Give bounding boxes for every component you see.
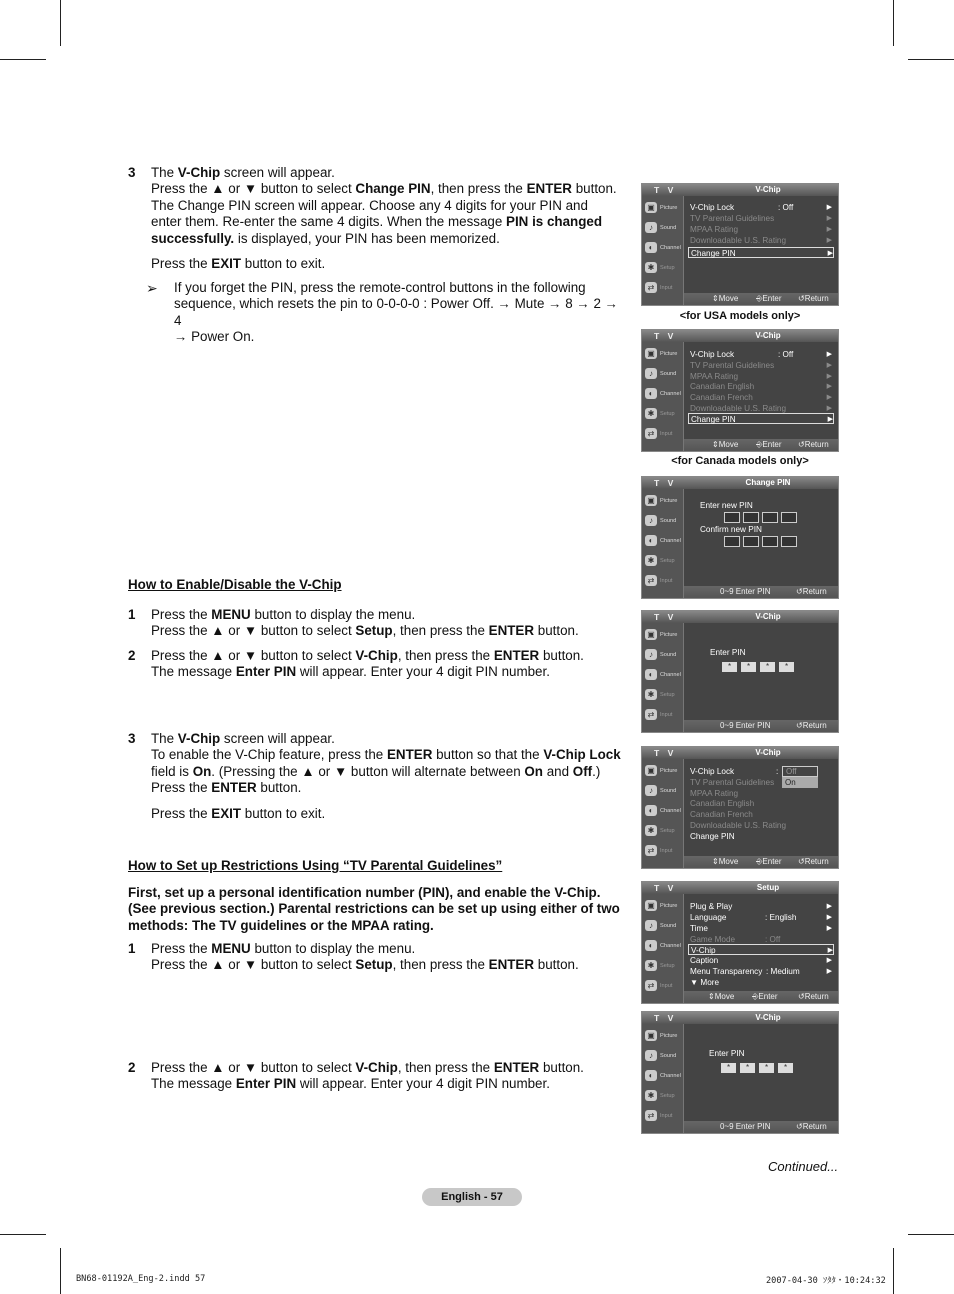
- crop-mark: [908, 1234, 954, 1235]
- note-arrow-icon: ➢: [146, 280, 158, 296]
- step-1-menu-parental: 1 Press the MENU button to display the menu. Press the ▲ or ▼ button to select Setup, then press the ENTER button.: [128, 941, 579, 973]
- menu-more[interactable]: ▼ More: [690, 978, 720, 987]
- picture-icon: ▣: [645, 629, 657, 640]
- step-number: 3: [128, 165, 136, 180]
- tv-screen-change-pin: T V Change PIN ▣ Picture ♪ Sound ◐ Channel ✱ Setup ⇄ Input Enter new PIN Confirm new PIN 0~9 Enter PIN ↺ Return: [641, 476, 839, 599]
- step-1-menu: 1 Press the MENU button to display the menu. Press the ▲ or ▼ button to select Setup, then press the ENTER button.: [128, 607, 579, 639]
- picture-icon: ▣: [645, 1030, 657, 1041]
- menu-canadian-english[interactable]: Canadian English: [690, 799, 755, 808]
- menu-language[interactable]: Language : English ▶: [690, 913, 832, 922]
- pin-star[interactable]: *: [721, 1063, 736, 1073]
- menu-vchip-lock[interactable]: V-Chip Lock : Off ▶: [690, 350, 832, 359]
- channel-icon: ◐: [645, 242, 657, 253]
- page-number-badge: English - 57: [422, 1188, 522, 1206]
- menu-canadian-english[interactable]: Canadian English ▶: [690, 382, 832, 391]
- menu-downloadable[interactable]: Downloadable U.S. Rating ▶: [690, 236, 832, 245]
- pin-star[interactable]: *: [778, 1063, 793, 1073]
- menu-vchip[interactable]: V-Chip ▶: [688, 944, 834, 955]
- channel-icon: ◐: [645, 535, 657, 546]
- channel-icon: ◐: [645, 1070, 657, 1081]
- pin-digit-box[interactable]: [724, 536, 740, 547]
- input-icon: ⇄: [645, 575, 657, 586]
- pin-digit-box[interactable]: [743, 512, 759, 523]
- pin-star[interactable]: *: [779, 662, 794, 672]
- caption-usa: <for USA models only>: [679, 310, 801, 322]
- pin-digit-box[interactable]: [762, 512, 778, 523]
- picture-icon: ▣: [645, 495, 657, 506]
- tv-screen-vchip-lock-toggle: T V V-Chip ▣ Picture ♪ Sound ◐ Channel ✱ Setup ⇄ Input V-Chip Lock : Off On TV Parental Guidelines MPAA Rating Canadian English Canadian French Downloadable U.S. Rating Change PIN ⇕ Move ⎆ Enter ↺ Return: [641, 746, 839, 869]
- crop-mark: [893, 1248, 894, 1294]
- pin-star[interactable]: *: [741, 662, 756, 672]
- continued-label: Continued...: [768, 1159, 839, 1174]
- pin-digit-box[interactable]: [781, 536, 797, 547]
- crop-mark: [0, 1234, 46, 1235]
- input-icon: ⇄: [645, 980, 657, 991]
- input-icon: ⇄: [645, 1110, 657, 1121]
- input-icon: ⇄: [645, 428, 657, 439]
- confirm-new-pin-label: Confirm new PIN: [700, 525, 762, 534]
- menu-canadian-french[interactable]: Canadian French ▶: [690, 393, 832, 402]
- sound-icon: ♪: [645, 649, 657, 660]
- step-3-enable-lock: 3 The V-Chip screen will appear. To enable the V-Chip feature, press the ENTER button so that the V-Chip Lock field is On. (Pressing the ▲ or ▼ button will alternate between On and Off.) Press the ENTER button. Press the EXIT button to exit.: [128, 731, 621, 821]
- menu-tv-parental[interactable]: TV Parental Guidelines ▶: [690, 214, 832, 223]
- option-on[interactable]: On: [782, 777, 818, 788]
- setup-icon: ✱: [645, 825, 657, 836]
- crop-mark: [60, 1248, 61, 1294]
- pin-star[interactable]: *: [760, 662, 775, 672]
- menu-game-mode[interactable]: Game Mode : Off: [690, 935, 781, 944]
- channel-icon: ◐: [645, 940, 657, 951]
- caption-canada: <for Canada models only>: [671, 455, 809, 467]
- sound-icon: ♪: [645, 920, 657, 931]
- sound-icon: ♪: [645, 785, 657, 796]
- crop-mark: [0, 59, 46, 60]
- option-off[interactable]: Off: [782, 766, 818, 777]
- step-2-select-vchip: 2 Press the ▲ or ▼ button to select V-Chip, then press the ENTER button. The message Enter PIN will appear. Enter your 4 digit PIN number.: [128, 648, 584, 680]
- menu-caption[interactable]: Caption ▶: [690, 956, 832, 965]
- pin-digit-box[interactable]: [743, 536, 759, 547]
- sound-icon: ♪: [645, 1050, 657, 1061]
- menu-time[interactable]: Time ▶: [690, 924, 832, 933]
- pin-digit-box[interactable]: [762, 536, 778, 547]
- chevron-down-icon: ▼: [690, 978, 701, 987]
- pin-star[interactable]: *: [722, 662, 737, 672]
- setup-icon: ✱: [645, 555, 657, 566]
- enter-pin-label: Enter PIN: [709, 1049, 745, 1058]
- input-icon: ⇄: [645, 282, 657, 293]
- step-3-change-pin: 3 The V-Chip screen will appear. Press the ▲ or ▼ button to select Change PIN, then press the ENTER button. The Change PIN screen will appear. Choose any 4 digits for your PIN and enter them. Re-enter the same 4 digits. When the message PIN is changed successfully. is displayed, your PIN has been memorized. Press the EXIT button to exit.: [128, 165, 617, 272]
- menu-tv-parental[interactable]: TV Parental Guidelines: [690, 778, 775, 787]
- menu-change-pin[interactable]: Change PIN ▶: [688, 413, 834, 424]
- input-icon: ⇄: [645, 709, 657, 720]
- channel-icon: ◐: [645, 669, 657, 680]
- tv-screen-vchip-canada: T V V-Chip ▣ Picture ♪ Sound ◐ Channel ✱ Setup ⇄ Input V-Chip Lock : Off ▶ TV Parental Guidelines ▶ MPAA Rating ▶ Canadian English ▶ Canadian French ▶ Downloadable U.S. Rating ▶ Change PIN ▶ ⇕ Move ⎆ Enter ↺ Return: [641, 329, 839, 452]
- menu-vchip-lock[interactable]: V-Chip Lock :: [690, 767, 779, 776]
- move-hint: ⇕ Move: [712, 294, 739, 303]
- enter-pin-label: Enter PIN: [710, 648, 746, 657]
- enter-hint: ⎆ Enter: [756, 294, 782, 303]
- picture-icon: ▣: [645, 900, 657, 911]
- sound-icon: ♪: [645, 222, 657, 233]
- menu-mpaa[interactable]: MPAA Rating: [690, 789, 739, 798]
- sound-icon: ♪: [645, 515, 657, 526]
- tv-screen-enter-pin: T V V-Chip ▣ Picture ♪ Sound ◐ Channel ✱ Setup ⇄ Input Enter PIN * * * * 0~9 Enter PIN ↺ Return: [641, 610, 839, 733]
- tv-screen-enter-pin-2: T V V-Chip ▣ Picture ♪ Sound ◐ Channel ✱ Setup ⇄ Input Enter PIN * * * * 0~9 Enter PIN ↺ Return: [641, 1011, 839, 1134]
- pin-digit-box[interactable]: [781, 512, 797, 523]
- footer-date: 2007-04-30 ｿﾀﾀ・10:24:32: [766, 1276, 886, 1286]
- heading-enable-vchip: How to Enable/Disable the V-Chip: [128, 577, 342, 592]
- menu-change-pin[interactable]: Change PIN ▶: [688, 247, 834, 258]
- menu-mpaa[interactable]: MPAA Rating ▶: [690, 372, 832, 381]
- menu-downloadable[interactable]: Downloadable U.S. Rating ▶: [690, 404, 832, 413]
- menu-change-pin[interactable]: Change PIN: [690, 832, 735, 841]
- crop-mark: [908, 59, 954, 60]
- pin-digit-box[interactable]: [724, 512, 740, 523]
- tv-screen-setup: T V Setup ▣ Picture ♪ Sound ◐ Channel ✱ Setup ⇄ Input Plug & Play ▶ Language : English ▶ Time ▶ Game Mode : Off V-Chip ▶ Caption ▶ Menu Transparency : Medium ▶ ▼ More ⇕ Move ⎆ Enter ↺ Return: [641, 881, 839, 1004]
- pin-reset-note: ➢ If you forget the PIN, press the remote-control buttons in the following sequence, which resets the pin to 0-0-0-0 : Power Off. → Mute → 8 → 2 → 4 → Power On.: [146, 280, 619, 345]
- menu-transparency[interactable]: Menu Transparency : Medium ▶: [690, 967, 832, 976]
- channel-icon: ◐: [645, 388, 657, 399]
- picture-icon: ▣: [645, 348, 657, 359]
- menu-canadian-french[interactable]: Canadian French: [690, 810, 753, 819]
- setup-icon: ✱: [645, 960, 657, 971]
- menu-plug-play[interactable]: Plug & Play ▶: [690, 902, 832, 911]
- return-hint: ↺ Return: [798, 294, 829, 303]
- picture-icon: ▣: [645, 765, 657, 776]
- channel-icon: ◐: [645, 805, 657, 816]
- setup-icon: ✱: [645, 1090, 657, 1101]
- menu-mpaa[interactable]: MPAA Rating ▶: [690, 225, 832, 234]
- picture-icon: ▣: [645, 202, 657, 213]
- input-icon: ⇄: [645, 845, 657, 856]
- crop-mark: [893, 0, 894, 46]
- menu-vchip-lock[interactable]: V-Chip Lock : Off ▶: [690, 203, 832, 212]
- setup-icon: ✱: [645, 262, 657, 273]
- enter-new-pin-label: Enter new PIN: [700, 501, 753, 510]
- crop-mark: [60, 0, 61, 46]
- tv-screen-vchip-usa: T V V-Chip ▣ Picture ♪ Sound ◐ Channel ✱ Setup ⇄ Input V-Chip Lock : Off ▶ TV Parental Guidelines ▶ MPAA Rating ▶ Downloadable U.S. Rating ▶ Change PIN ▶ ⇕ Move ⎆ Enter ↺ Return: [641, 183, 839, 306]
- footer-file: BN68-01192A_Eng-2.indd 57: [76, 1274, 206, 1284]
- menu-downloadable[interactable]: Downloadable U.S. Rating: [690, 821, 787, 830]
- heading-parental-guidelines: How to Set up Restrictions Using “TV Parental Guidelines”: [128, 858, 503, 873]
- intro-paragraph: First, set up a personal identification number (PIN), and enable the V-Chip. (See previous section.) Parental restrictions can be set up using either of two methods: The TV guidelines or the MPAA rating.: [128, 885, 620, 933]
- setup-icon: ✱: [645, 689, 657, 700]
- menu-tv-parental[interactable]: TV Parental Guidelines ▶: [690, 361, 832, 370]
- pin-star[interactable]: *: [759, 1063, 774, 1073]
- setup-icon: ✱: [645, 408, 657, 419]
- step-2-vchip-parental: 2 Press the ▲ or ▼ button to select V-Chip, then press the ENTER button. The message Enter PIN will appear. Enter your 4 digit PIN number.: [128, 1060, 584, 1092]
- sound-icon: ♪: [645, 368, 657, 379]
- pin-star[interactable]: *: [740, 1063, 755, 1073]
